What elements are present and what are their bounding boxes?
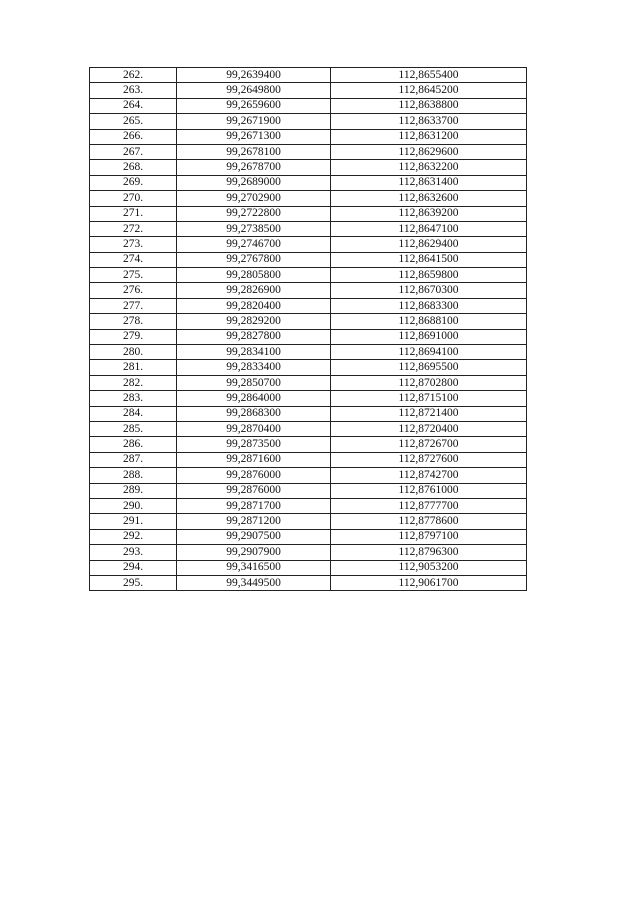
y-coordinate-cell: 112,8629400 (331, 237, 527, 252)
table-row (90, 391, 527, 406)
point-number-cell: 268. (90, 160, 177, 175)
table-row (90, 437, 527, 452)
table-row (90, 114, 527, 129)
y-coordinate-cell: 112,8647100 (331, 221, 527, 236)
table-row (90, 129, 527, 144)
point-number-cell: 284. (90, 406, 177, 421)
point-number-cell: 262. (90, 68, 177, 83)
y-coordinate-cell: 112,8742700 (331, 468, 527, 483)
table-row (90, 529, 527, 544)
table-row (90, 221, 527, 236)
point-number-cell: 295. (90, 575, 177, 590)
y-coordinate-cell: 112,8715100 (331, 391, 527, 406)
point-number-cell: 266. (90, 129, 177, 144)
y-coordinate-cell: 112,8726700 (331, 437, 527, 452)
x-coordinate-cell: 99,2907900 (177, 545, 331, 560)
x-coordinate-cell: 99,2722800 (177, 206, 331, 221)
table-row (90, 298, 527, 313)
point-number-cell: 264. (90, 98, 177, 113)
table-row (90, 314, 527, 329)
x-coordinate-cell: 99,3416500 (177, 560, 331, 575)
x-coordinate-cell: 99,2850700 (177, 375, 331, 390)
table-row (90, 252, 527, 267)
point-number-cell: 280. (90, 345, 177, 360)
x-coordinate-cell: 99,2873500 (177, 437, 331, 452)
y-coordinate-cell: 112,8629600 (331, 144, 527, 159)
x-coordinate-cell: 99,2678100 (177, 144, 331, 159)
y-coordinate-cell: 112,8694100 (331, 345, 527, 360)
table-row (90, 575, 527, 590)
y-coordinate-cell: 112,8727600 (331, 452, 527, 467)
x-coordinate-cell: 99,2671300 (177, 129, 331, 144)
y-coordinate-cell: 112,8721400 (331, 406, 527, 421)
point-number-cell: 290. (90, 498, 177, 513)
x-coordinate-cell: 99,2864000 (177, 391, 331, 406)
x-coordinate-cell: 99,2871200 (177, 514, 331, 529)
y-coordinate-cell: 112,8695500 (331, 360, 527, 375)
y-coordinate-cell: 112,8761000 (331, 483, 527, 498)
x-coordinate-cell: 99,2649800 (177, 83, 331, 98)
y-coordinate-cell: 112,8720400 (331, 421, 527, 436)
x-coordinate-cell: 99,2827800 (177, 329, 331, 344)
x-coordinate-cell: 99,2746700 (177, 237, 331, 252)
table-row (90, 175, 527, 190)
point-number-cell: 265. (90, 114, 177, 129)
y-coordinate-cell: 112,8683300 (331, 298, 527, 313)
y-coordinate-cell: 112,8691000 (331, 329, 527, 344)
table-row (90, 237, 527, 252)
y-coordinate-cell: 112,8796300 (331, 545, 527, 560)
y-coordinate-cell: 112,9061700 (331, 575, 527, 590)
point-number-cell: 292. (90, 529, 177, 544)
point-number-cell: 283. (90, 391, 177, 406)
y-coordinate-cell: 112,8778600 (331, 514, 527, 529)
x-coordinate-cell: 99,2702900 (177, 191, 331, 206)
point-number-cell: 294. (90, 560, 177, 575)
point-number-cell: 282. (90, 375, 177, 390)
x-coordinate-cell: 99,2833400 (177, 360, 331, 375)
table-row (90, 345, 527, 360)
table-row (90, 144, 527, 159)
point-number-cell: 276. (90, 283, 177, 298)
table-row (90, 68, 527, 83)
x-coordinate-cell: 99,2671900 (177, 114, 331, 129)
x-coordinate-cell: 99,2870400 (177, 421, 331, 436)
x-coordinate-cell: 99,2820400 (177, 298, 331, 313)
x-coordinate-cell: 99,2805800 (177, 268, 331, 283)
point-number-cell: 273. (90, 237, 177, 252)
point-number-cell: 289. (90, 483, 177, 498)
y-coordinate-cell: 112,8797100 (331, 529, 527, 544)
y-coordinate-cell: 112,8702800 (331, 375, 527, 390)
y-coordinate-cell: 112,8655400 (331, 68, 527, 83)
table-row (90, 452, 527, 467)
point-number-cell: 272. (90, 221, 177, 236)
point-number-cell: 278. (90, 314, 177, 329)
point-number-cell: 281. (90, 360, 177, 375)
y-coordinate-cell: 112,8777700 (331, 498, 527, 513)
x-coordinate-cell: 99,2738500 (177, 221, 331, 236)
table-row (90, 498, 527, 513)
y-coordinate-cell: 112,8631200 (331, 129, 527, 144)
x-coordinate-cell: 99,2876000 (177, 468, 331, 483)
table-row (90, 283, 527, 298)
point-number-cell: 275. (90, 268, 177, 283)
y-coordinate-cell: 112,8639200 (331, 206, 527, 221)
y-coordinate-cell: 112,8632200 (331, 160, 527, 175)
point-number-cell: 288. (90, 468, 177, 483)
point-number-cell: 263. (90, 83, 177, 98)
point-number-cell: 271. (90, 206, 177, 221)
x-coordinate-cell: 99,2829200 (177, 314, 331, 329)
x-coordinate-cell: 99,2659600 (177, 98, 331, 113)
x-coordinate-cell: 99,2689000 (177, 175, 331, 190)
table-row (90, 268, 527, 283)
y-coordinate-cell: 112,8641500 (331, 252, 527, 267)
table-row (90, 560, 527, 575)
table-row (90, 98, 527, 113)
point-number-cell: 274. (90, 252, 177, 267)
point-number-cell: 286. (90, 437, 177, 452)
x-coordinate-cell: 99,3449500 (177, 575, 331, 590)
table-row (90, 375, 527, 390)
x-coordinate-cell: 99,2639400 (177, 68, 331, 83)
y-coordinate-cell: 112,8638800 (331, 98, 527, 113)
table-row (90, 206, 527, 221)
point-number-cell: 279. (90, 329, 177, 344)
x-coordinate-cell: 99,2868300 (177, 406, 331, 421)
x-coordinate-cell: 99,2871600 (177, 452, 331, 467)
x-coordinate-cell: 99,2871700 (177, 498, 331, 513)
point-number-cell: 287. (90, 452, 177, 467)
x-coordinate-cell: 99,2876000 (177, 483, 331, 498)
point-number-cell: 269. (90, 175, 177, 190)
y-coordinate-cell: 112,8645200 (331, 83, 527, 98)
y-coordinate-cell: 112,8631400 (331, 175, 527, 190)
x-coordinate-cell: 99,2907500 (177, 529, 331, 544)
table-row (90, 406, 527, 421)
point-number-cell: 270. (90, 191, 177, 206)
x-coordinate-cell: 99,2678700 (177, 160, 331, 175)
y-coordinate-cell: 112,8633700 (331, 114, 527, 129)
point-number-cell: 291. (90, 514, 177, 529)
table-row (90, 421, 527, 436)
y-coordinate-cell: 112,8659800 (331, 268, 527, 283)
point-number-cell: 285. (90, 421, 177, 436)
table-row (90, 83, 527, 98)
table-row (90, 160, 527, 175)
table-row (90, 191, 527, 206)
coordinate-table (89, 67, 527, 591)
coordinate-table-body (90, 68, 527, 591)
y-coordinate-cell: 112,8632600 (331, 191, 527, 206)
point-number-cell: 277. (90, 298, 177, 313)
y-coordinate-cell: 112,8688100 (331, 314, 527, 329)
table-row (90, 468, 527, 483)
x-coordinate-cell: 99,2767800 (177, 252, 331, 267)
x-coordinate-cell: 99,2826900 (177, 283, 331, 298)
y-coordinate-cell: 112,9053200 (331, 560, 527, 575)
table-row (90, 514, 527, 529)
table-row (90, 483, 527, 498)
table-row (90, 329, 527, 344)
x-coordinate-cell: 99,2834100 (177, 345, 331, 360)
point-number-cell: 293. (90, 545, 177, 560)
y-coordinate-cell: 112,8670300 (331, 283, 527, 298)
table-row (90, 545, 527, 560)
table-row (90, 360, 527, 375)
point-number-cell: 267. (90, 144, 177, 159)
